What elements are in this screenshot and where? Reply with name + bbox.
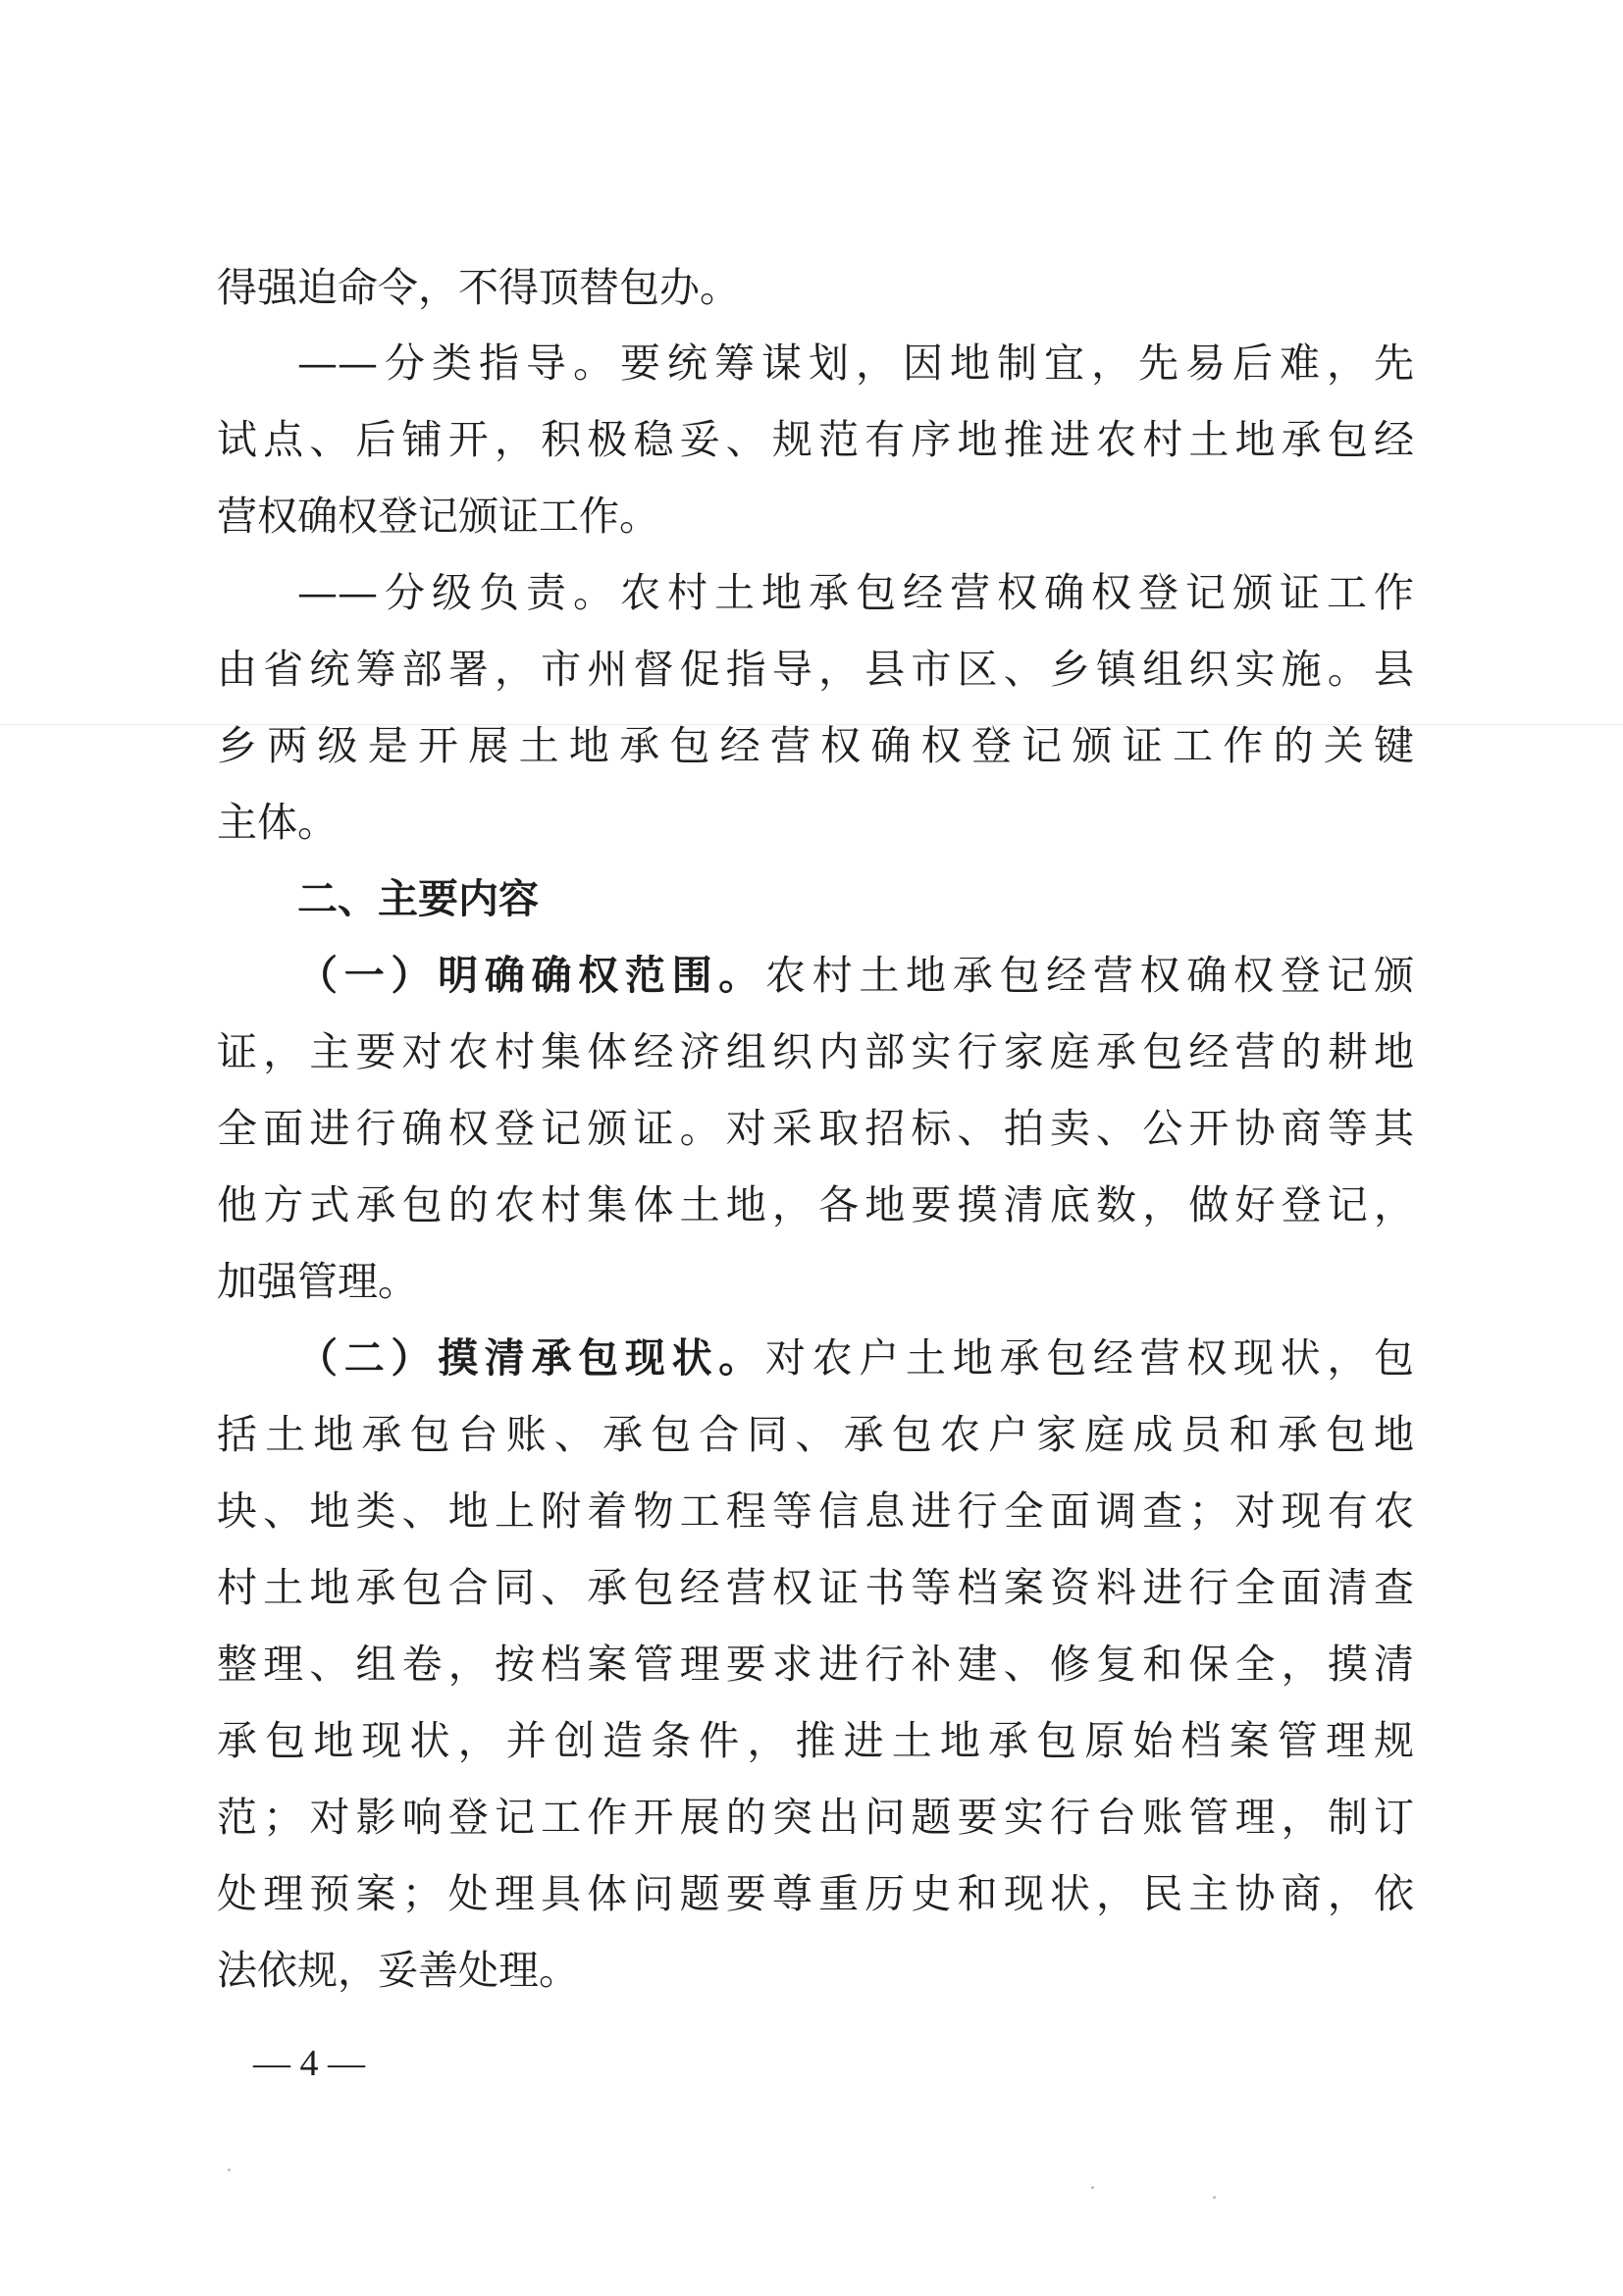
paragraph-first-line: [297, 1329, 1414, 1387]
body-line: 证，主要对农村集体经济组织内部实行家庭承包经营的耕地: [217, 1028, 1414, 1075]
body-line: 承包地现状，并创造条件，推进土地承包原始档案管理规: [217, 1717, 1414, 1764]
body-text: 对农户土地承包经营权现状，包: [764, 1334, 1414, 1382]
body-line: 范；对影响登记工作开展的突出问题要实行台账管理，制订: [217, 1794, 1414, 1841]
subsection-heading: （二）摸清承包现状。: [297, 1334, 765, 1382]
paragraph-first-line: [297, 946, 1414, 1005]
body-line: 乡两级是开展土地承包经营权确权登记颁证工作的关键: [217, 722, 1414, 769]
body-line: 法依规，妥善处理。: [217, 1947, 579, 1994]
scan-speck: [228, 2168, 231, 2171]
body-line: 加强管理。: [217, 1258, 418, 1305]
body-line: 全面进行确权登记颁证。对采取招标、拍卖、公开协商等其: [217, 1105, 1414, 1152]
body-line: ——分级负责。农村土地承包经营权确权登记颁证工作: [297, 569, 1414, 616]
body-line: 他方式承包的农村集体土地，各地要摸清底数，做好登记，: [217, 1181, 1414, 1228]
body-line: 由省统筹部署，市州督促指导，县市区、乡镇组织实施。县: [217, 646, 1414, 693]
body-text: 农村土地承包经营权确权登记颁: [764, 952, 1414, 999]
body-line: 括土地承包台账、承包合同、承包农户家庭成员和承包地: [217, 1411, 1414, 1458]
body-line: 主体。: [217, 799, 338, 846]
subsection-heading: （一）明确确权范围。: [297, 952, 765, 999]
scan-speck: [1091, 2186, 1094, 2189]
body-line: 得强迫命令，不得顶替包办。: [217, 264, 740, 311]
scan-speck: [1213, 2196, 1216, 2199]
section-heading: 二、主要内容: [297, 875, 539, 922]
body-line: ——分类指导。要统筹谋划，因地制宜，先易后难，先: [297, 339, 1414, 387]
page-number: — 4 —: [253, 2043, 365, 2084]
body-line: 块、地类、地上附着物工程等信息进行全面调查；对现有农: [217, 1487, 1414, 1535]
body-line: 试点、后铺开，积极稳妥、规范有序地推进农村土地承包经: [217, 416, 1414, 463]
body-line: 整理、组卷，按档案管理要求进行补建、修复和保全，摸清: [217, 1641, 1414, 1688]
body-line: 处理预案；处理具体问题要尊重历史和现状，民主协商，依: [217, 1870, 1414, 1917]
body-line: 村土地承包合同、承包经营权证书等档案资料进行全面清查: [217, 1564, 1414, 1611]
body-line: 营权确权登记颁证工作。: [217, 493, 659, 540]
